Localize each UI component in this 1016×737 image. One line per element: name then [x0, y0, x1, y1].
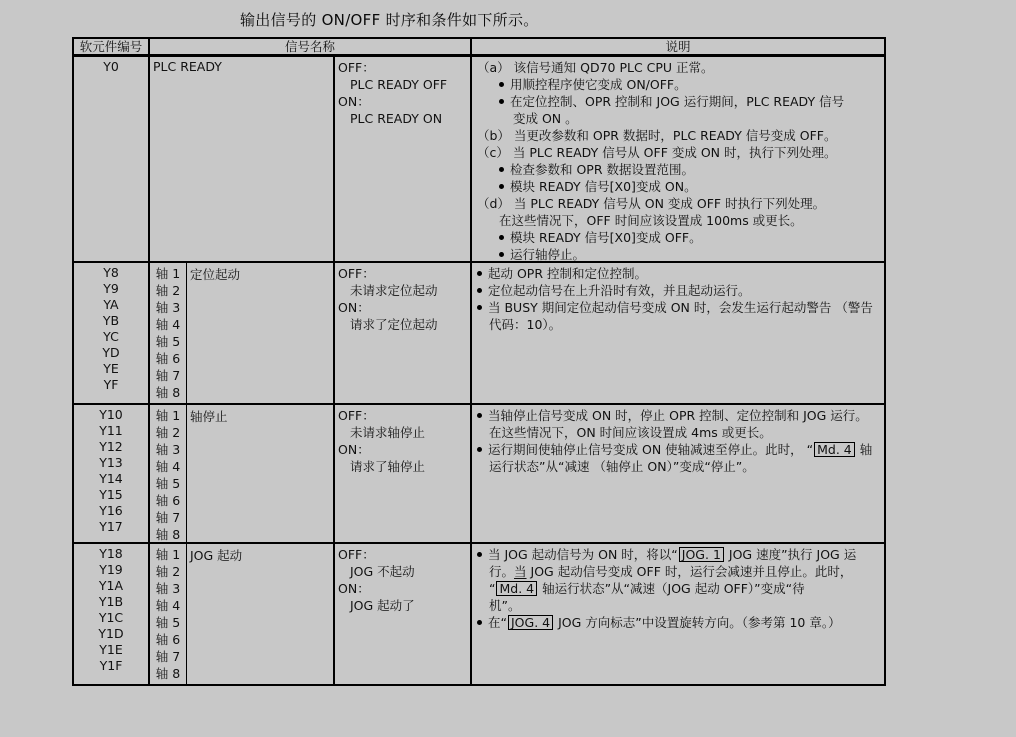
state-line: OFF：: [338, 547, 375, 562]
bullet-icon: [499, 82, 504, 87]
desc-line: （a） 该信号通知 QD70 PLC CPU 正常。: [477, 60, 714, 75]
device-id: YC: [103, 329, 119, 344]
state-line: 未请求定位起动: [350, 283, 438, 298]
bullet-icon: [477, 305, 482, 310]
state-line: ON：: [338, 94, 370, 109]
device-id: Y0: [103, 59, 119, 74]
axis-label: 轴 1: [155, 547, 181, 562]
device-id: Y10: [99, 407, 123, 422]
axis-label: 轴 6: [155, 351, 181, 366]
state-line: JOG 起动了: [350, 598, 415, 613]
device-id: YE: [103, 361, 119, 376]
state-cell: [335, 57, 472, 261]
axis-label: 轴 2: [155, 283, 181, 298]
device-id: Y18: [99, 546, 123, 561]
state-line: OFF：: [338, 408, 375, 423]
axis-label: 轴 2: [155, 564, 181, 579]
desc-line: 在这些情况下，ON 时间应该设置成 4ms 或更长。: [489, 425, 772, 440]
device-id: Y1F: [99, 658, 123, 673]
description-cell: [472, 263, 884, 403]
desc-line: 运行期间使轴停止信号变成 ON 使轴减速至停止。此时， “ Md. 4 轴: [472, 441, 884, 458]
bullet-icon: [499, 99, 504, 104]
axis-cell: [150, 263, 187, 403]
axis-label: 轴 8: [155, 527, 181, 542]
device-id: Y9: [103, 281, 119, 296]
ref-box: Md. 4: [814, 442, 855, 457]
device-id: Y16: [99, 503, 123, 518]
desc-line: 当 BUSY 期间定位起动信号变成 ON 时，会发生运行起动警告 （警告: [472, 299, 884, 316]
axis-label: 轴 3: [155, 300, 181, 315]
axis-label: 轴 1: [155, 408, 181, 423]
device-id: Y14: [99, 471, 123, 486]
axis-label: 轴 8: [155, 666, 181, 681]
state-line: ON：: [338, 581, 370, 596]
desc-line: 运行状态”从“减速 （轴停止 ON）”变成“停止”。: [489, 459, 755, 474]
desc-line: 模块 READY 信号[X0]变成 ON。: [472, 178, 884, 195]
table-header-row: [74, 39, 884, 57]
state-line: ON：: [338, 300, 370, 315]
desc-line: （d） 当 PLC READY 信号从 ON 变成 OFF 时执行下列处理。: [477, 196, 826, 211]
axis-label: 轴 7: [155, 510, 181, 525]
state-line: 未请求轴停止: [350, 425, 426, 440]
state-line: OFF：: [338, 60, 375, 75]
desc-line: 检查参数和 OPR 数据设置范围。: [472, 161, 884, 178]
desc-line: 模块 READY 信号[X0]变成 OFF。: [472, 229, 884, 246]
bullet-icon: [499, 184, 504, 189]
desc-line: 代码：10）。: [489, 317, 562, 332]
desc-line: 当 JOG 起动信号为 ON 时，将以“ JOG. 1 JOG 速度”执行 JOG 运: [472, 546, 884, 563]
device-id: Y1C: [98, 610, 124, 625]
bullet-icon: [477, 552, 482, 557]
device-cell: [74, 57, 150, 261]
ref-box: JOG. 1: [679, 547, 724, 562]
axis-label: 轴 7: [155, 368, 181, 383]
state-cell: [335, 263, 472, 403]
page-title: 输出信号的 ON/OFF 时序和条件如下所示。: [240, 11, 539, 29]
state-line: 请求了轴停止: [350, 459, 426, 474]
desc-line: 当轴停止信号变成 ON 时，停止 OPR 控制、定位控制和 JOG 运行。: [472, 407, 884, 424]
device-id: Y1A: [98, 578, 124, 593]
device-id: YB: [102, 313, 120, 328]
signal-table: [72, 37, 886, 686]
device-id: Y12: [99, 439, 123, 454]
desc-line: “ Md. 4 轴运行状态”从“减速（JOG 起动 OFF）”变成“待: [489, 581, 805, 596]
state-line: ON：: [338, 442, 370, 457]
axis-cell: [150, 544, 187, 684]
axis-label: 轴 8: [155, 385, 181, 400]
state-line: OFF：: [338, 266, 375, 281]
desc-line: 运行轴停止。: [472, 246, 884, 261]
axis-label: 轴 3: [155, 442, 181, 457]
device-id: YD: [102, 345, 120, 360]
table-row: [74, 405, 884, 544]
signal-name-cell: 轴停止: [187, 405, 335, 542]
state-cell: [335, 405, 472, 542]
axis-label: 轴 4: [155, 598, 181, 613]
axis-label: 轴 4: [155, 459, 181, 474]
device-id: Y8: [103, 265, 119, 280]
state-line: JOG 不起动: [350, 564, 415, 579]
desc-line: 定位起动信号在上升沿时有效，并且起动运行。: [472, 282, 884, 299]
table-row: [74, 544, 884, 684]
device-id: YF: [103, 377, 119, 392]
desc-line: （b） 当更改参数和 OPR 数据时，PLC READY 信号变成 OFF。: [477, 128, 837, 143]
device-cell: [74, 405, 150, 542]
desc-line: （c） 当 PLC READY 信号从 OFF 变成 ON 时，执行下列处理。: [477, 145, 837, 160]
desc-line: 在定位控制、OPR 控制和 JOG 运行期间，PLC READY 信号: [472, 93, 884, 110]
bullet-icon: [477, 271, 482, 276]
signal-name-cell: JOG 起动: [187, 544, 335, 684]
table-row: [74, 263, 884, 405]
state-line: PLC READY ON: [350, 111, 443, 126]
description-cell: [472, 544, 884, 684]
bullet-icon: [499, 235, 504, 240]
axis-label: 轴 7: [155, 649, 181, 664]
axis-label: 轴 5: [155, 476, 181, 491]
device-id: Y17: [99, 519, 123, 534]
state-line: PLC READY OFF: [350, 77, 448, 92]
desc-line: 在“ JOG. 4 JOG 方向标志”中设置旋转方向。（参考第 10 章。）: [472, 614, 884, 631]
desc-line: 在这些情况下，OFF 时间应该设置成 100ms 或更长。: [499, 213, 803, 228]
axis-cell: [150, 405, 187, 542]
bullet-icon: [477, 620, 482, 625]
bullet-icon: [499, 167, 504, 172]
desc-line: 机”。: [489, 598, 521, 613]
desc-line: 变成 ON 。: [513, 111, 578, 126]
device-cell: [74, 544, 150, 684]
header-signal-name: 信号名称: [150, 39, 472, 54]
axis-label: 轴 4: [155, 317, 181, 332]
state-line: 请求了定位起动: [350, 317, 438, 332]
device-id: Y1B: [98, 594, 124, 609]
desc-line: 起动 OPR 控制和定位控制。: [472, 265, 884, 282]
desc-line: 行。当 JOG 起动信号变成 OFF 时，运行会减速并且停止。此时，: [489, 564, 853, 579]
description-cell: [472, 57, 884, 261]
underlined-text: 当: [514, 564, 527, 579]
axis-label: 轴 2: [155, 425, 181, 440]
axis-label: 轴 5: [155, 334, 181, 349]
header-device-number: 软元件编号: [74, 39, 150, 54]
header-description: 说明: [665, 39, 691, 54]
axis-label: 轴 6: [155, 493, 181, 508]
bullet-icon: [477, 413, 482, 418]
table-body: [74, 57, 884, 684]
table-row: [74, 57, 884, 263]
device-id: Y15: [99, 487, 123, 502]
signal-name-cell: 定位起动: [187, 263, 335, 403]
axis-label: 轴 6: [155, 632, 181, 647]
ref-box: JOG. 4: [508, 615, 553, 630]
device-cell: [74, 263, 150, 403]
device-id: Y13: [99, 455, 123, 470]
axis-label: 轴 3: [155, 581, 181, 596]
device-id: Y1E: [99, 642, 123, 657]
axis-label: 轴 5: [155, 615, 181, 630]
device-id: Y19: [99, 562, 123, 577]
device-id: Y11: [99, 423, 123, 438]
axis-label: 轴 1: [155, 266, 181, 281]
ref-box: Md. 4: [496, 581, 537, 596]
device-id: YA: [103, 297, 119, 312]
signal-name-cell: PLC READY: [150, 57, 335, 261]
description-cell: [472, 405, 884, 542]
device-id: Y1D: [98, 626, 124, 641]
state-cell: [335, 544, 472, 684]
desc-line: 用顺控程序使它变成 ON/OFF。: [472, 76, 884, 93]
bullet-icon: [477, 447, 482, 452]
bullet-icon: [499, 252, 504, 257]
bullet-icon: [477, 288, 482, 293]
